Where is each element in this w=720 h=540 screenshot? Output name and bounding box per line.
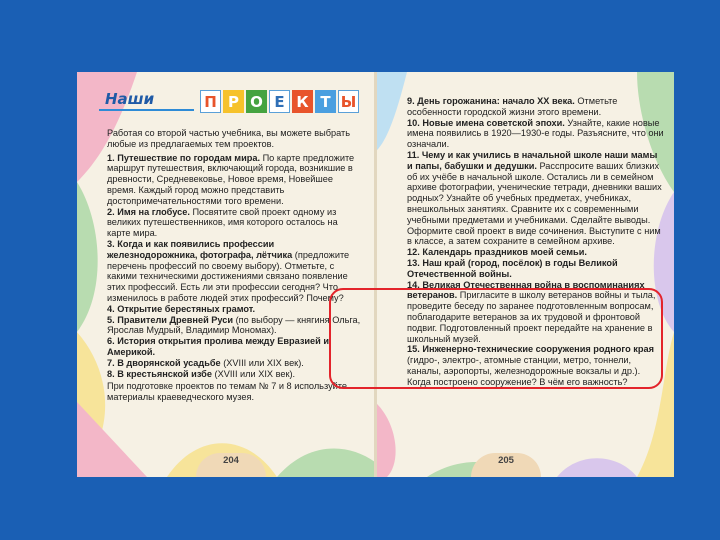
item-title: В дворянской усадьбе [117, 357, 221, 368]
item-title: Великая Отечественная война в воспоминаниях ветеранов. [407, 279, 645, 301]
note-paragraph: При подготовке проектов по темам № 7 и 8 используйте материалы краеведческого музея. [107, 381, 348, 403]
item-number: 2. [107, 206, 115, 217]
item-text: Отметьте особенности городской жизни этого времени. [407, 96, 618, 117]
item-number: 9. [407, 96, 415, 106]
item-number: 10. [407, 117, 420, 128]
left-page-text [107, 128, 363, 403]
item-text: (по выбору — княгиня Ольга, Ярослав Мудрый, Владимир Мономах). [107, 314, 361, 336]
item-title: Новые имена советской эпохи. [422, 117, 565, 128]
item-title: Правители Древней Руси [117, 314, 234, 325]
item-number: 5. [107, 314, 115, 325]
item-title: День горожанина: начало XX века. [417, 96, 575, 106]
item-title: В крестьянской избе [117, 368, 212, 379]
project-item [107, 153, 363, 207]
letter-tile [223, 90, 244, 113]
letter: Ы [340, 92, 357, 111]
item-number: 3. [107, 238, 115, 249]
item-title: Открытие берестяных грамот. [117, 303, 256, 314]
item-title: Календарь праздников моей семьи. [422, 247, 587, 258]
item-title: История открытия пролива между Евразией и Америкой. [107, 336, 330, 357]
item-number: 15. [407, 344, 420, 355]
item-title: Имя на глобусе. [117, 206, 190, 217]
item-text: По карте предложите маршрут путешествия, включающий города, возникшие в древности, Средневековье, Новое время, Новейшее время. Каждый город можно представить достопримечательностями того времени. [107, 152, 355, 206]
item-number: 6. [107, 336, 115, 347]
projects-heading [99, 86, 369, 120]
textbook-spread [77, 72, 674, 477]
left-page [77, 72, 375, 477]
project-item [407, 247, 665, 258]
letter: О [250, 92, 263, 111]
letter: П [204, 92, 217, 111]
item-number: 7. [107, 357, 115, 368]
heading-word: Наши [105, 90, 155, 108]
project-item [107, 239, 363, 304]
page-number: 204 [223, 455, 239, 466]
right-page [376, 72, 674, 477]
project-item [107, 207, 363, 239]
item-number: 11. [407, 149, 420, 160]
letter: К [296, 92, 309, 111]
item-title: Когда и как появились профессии железнодорожника, фотографа, лётчика [107, 238, 293, 260]
project-item [107, 358, 363, 369]
item-title: Путешествие по городам мира. [117, 152, 261, 163]
item-text: Расспросите ваших близких об их учёбе в начальной школе. Остались ли в семейном архиве фотографии, ученические тетради, дневники ваших родных? Узнайте об учебных предметах, учебниках, внешкольных занятиях. Сравните их с современными учебными предметами и учебниками. Сделайте выводы. Оформите свой проект в виде сочинения. Выступите с ним в классе, а затем сохраните в семейном архиве. [407, 160, 662, 247]
project-item [107, 304, 363, 315]
letter-tile [200, 90, 221, 113]
item-text: Узнайте, какие новые имена появились в 1920—1930-е годы. Разъясните, что они означали. [407, 117, 664, 150]
item-number: 14. [407, 279, 420, 290]
project-item [107, 315, 363, 337]
project-item [407, 96, 665, 118]
highlight-frame [329, 288, 663, 389]
item-number: 8. [107, 368, 115, 379]
project-item [407, 150, 665, 247]
project-item [107, 369, 363, 380]
letter: Р [228, 92, 239, 111]
letter: Е [274, 92, 285, 111]
item-text: (XVIII или XIX век). [211, 368, 296, 379]
letter-tile [338, 90, 359, 113]
item-text: (предложите перечень профессий по своему выбору). Отметьте, с какими техническими достижениями связано появление этих профессий. Есть ли эти профессии сегодня? Что изменилось в работе людей этих профессий? Почему? [107, 249, 350, 303]
item-title: Наш край (город, посёлок) в годы Великой Отечественной войны. [407, 257, 618, 279]
heading-underline [99, 109, 194, 111]
item-text: (гидро-, электро-, атомные станции, метро, тоннели, каналы, аэропорты, железнодорожные вокзалы и др.). Когда построено сооружение? В чём его важность? [407, 355, 641, 387]
item-text: Пригласите в школу ветеранов войны и тыла, проведите беседу по заранее подготовленным вопросам, поблагодарите ветеранов за их трудовой и фронтовой подвиг. Подготовленный проект передайте на хранение в школьный музей. [407, 290, 656, 344]
letter-tile [269, 90, 290, 113]
item-text: Посвятите свой проект одному из великих путешественников, имя которого осталось на карте мира. [107, 206, 338, 239]
item-text: (XVIII или XIX век). [220, 357, 304, 368]
item-title: Чему и как учились в начальной школе наши мамы и папы, бабушки и дедушки. [407, 149, 658, 171]
project-item [407, 258, 665, 280]
project-item [407, 118, 665, 150]
letter: Т [320, 92, 331, 111]
heading-letter-tiles [200, 90, 359, 113]
item-title: Инженерно-технические сооружения родного края [422, 344, 654, 355]
intro-paragraph: Работая со второй частью учебника, вы можете выбрать любые из предлагаемых тем проектов. [107, 128, 351, 149]
letter-tile [315, 90, 336, 113]
page-number: 205 [498, 455, 514, 466]
letter-tile [246, 90, 267, 113]
letter-tile [292, 90, 313, 113]
project-item [107, 336, 363, 358]
item-number: 12. [407, 247, 420, 258]
item-number: 1. [107, 152, 115, 163]
item-number: 13. [407, 257, 420, 268]
item-number: 4. [107, 303, 115, 314]
